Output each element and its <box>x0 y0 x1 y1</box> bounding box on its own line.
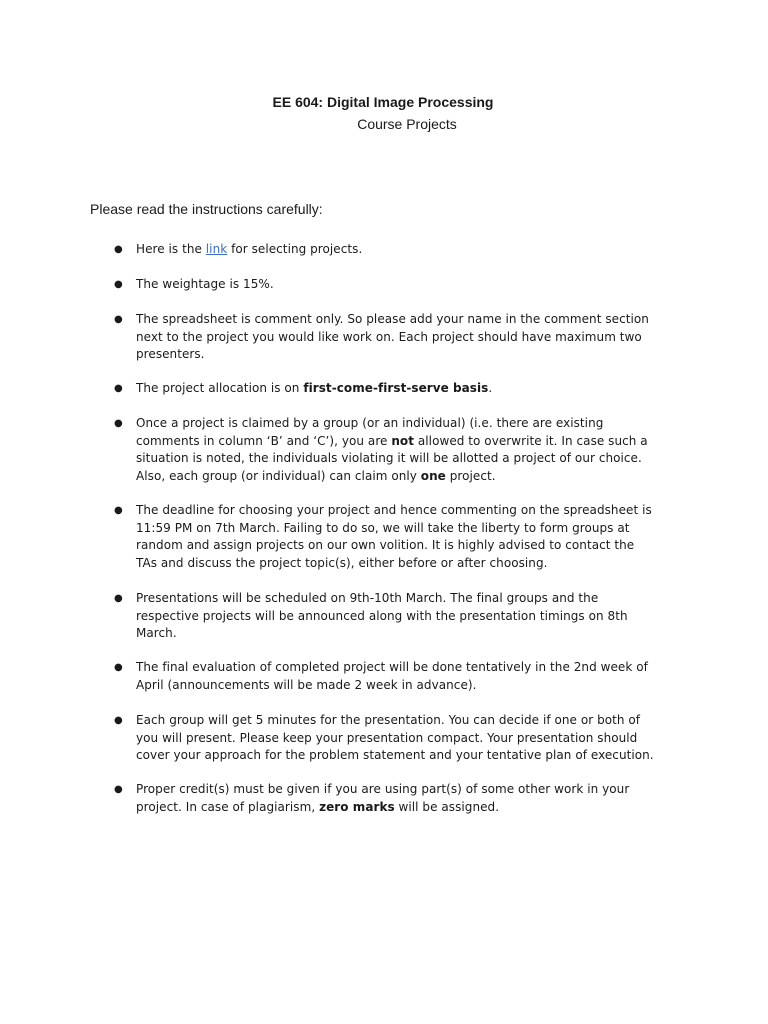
emphasis-text: first-come-first-serve basis <box>303 381 489 395</box>
instruction-text: will be assigned. <box>394 799 500 814</box>
instruction-item <box>114 659 684 694</box>
document-title: EE 604: Digital Image Processing <box>272 94 494 110</box>
instructions-intro: Please read the instructions carefully: <box>90 201 323 217</box>
instruction-line: cover your approach for the problem statement and your tentative plan of execution. <box>136 748 654 763</box>
instruction-text: project. In case of plagiarism, <box>136 799 320 814</box>
instruction-line <box>136 468 684 486</box>
instruction-line <box>136 799 684 817</box>
instruction-line: situation is noted, the individuals violating it will be allotted a project of our choice. <box>136 451 642 466</box>
instruction-line <box>136 380 684 398</box>
bullet-icon: ● <box>114 715 123 726</box>
instruction-line: The final evaluation of completed project will be done tentatively in the 2nd week of <box>136 660 648 674</box>
emphasis-text: zero marks <box>319 799 395 814</box>
instruction-line: Proper credit(s) must be given if you are using part(s) of some other work in your <box>136 782 630 796</box>
instruction-text: comments in column ‘B’ and ‘C’), you are <box>136 433 392 448</box>
instruction-item <box>114 311 684 364</box>
instruction-line: The weightage is 15%. <box>136 277 274 291</box>
bullet-icon: ● <box>114 418 123 429</box>
instruction-text: allowed to overwrite it. In case such a <box>414 433 648 448</box>
instruction-line: March. <box>136 626 177 641</box>
instruction-text: Here is the <box>136 242 206 256</box>
instruction-line: Each group will get 5 minutes for the presentation. You can decide if one or both of <box>136 713 641 727</box>
document-subtitle: Course Projects <box>357 116 457 132</box>
emphasis-text: one <box>420 468 446 483</box>
instruction-item <box>114 781 684 816</box>
instruction-text: The project allocation is on <box>136 381 304 395</box>
instruction-line: The deadline for choosing your project and hence commenting on the spreadsheet is <box>136 503 652 517</box>
bullet-icon: ● <box>114 244 123 255</box>
instruction-line: next to the project you would like work on. Each project should have maximum two <box>136 329 642 344</box>
instruction-text: for selecting projects. <box>227 242 363 256</box>
instruction-item <box>114 241 684 259</box>
instruction-item <box>114 502 684 572</box>
instruction-line: random and assign projects on our own volition. It is highly advised to contact the <box>136 538 635 553</box>
bullet-icon: ● <box>114 784 123 795</box>
project-link[interactable]: link <box>205 242 228 256</box>
instruction-item <box>114 415 684 485</box>
instruction-item <box>114 276 684 294</box>
instruction-text: project. <box>445 468 496 483</box>
bullet-icon: ● <box>114 279 123 290</box>
instruction-text: . <box>488 381 493 395</box>
bullet-icon: ● <box>114 505 123 516</box>
instruction-text: Also, each group (or individual) can claim only <box>136 468 421 483</box>
instruction-line: 11:59 PM on 7th March. Failing to do so, we will take the liberty to form groups at <box>136 520 630 535</box>
instruction-item <box>114 590 684 643</box>
bullet-icon: ● <box>114 593 123 604</box>
instruction-item <box>114 712 684 765</box>
instruction-line: you will present. Please keep your presentation compact. Your presentation should <box>136 730 638 745</box>
instruction-line: Once a project is claimed by a group (or an individual) (i.e. there are existing <box>136 416 604 430</box>
instruction-line <box>136 241 684 259</box>
instruction-line <box>136 433 684 451</box>
instruction-item <box>114 380 684 398</box>
bullet-icon: ● <box>114 314 123 325</box>
instruction-line: presenters. <box>136 347 205 362</box>
instruction-line: Presentations will be scheduled on 9th-10th March. The final groups and the <box>136 591 599 605</box>
instruction-line: respective projects will be announced along with the presentation timings on 8th <box>136 608 628 623</box>
instruction-line: TAs and discuss the project topic(s), either before or after choosing. <box>136 555 548 570</box>
emphasis-text: not <box>391 433 415 448</box>
instruction-line: April (announcements will be made 2 week in advance). <box>136 677 477 692</box>
bullet-icon: ● <box>114 383 123 394</box>
instruction-line: The spreadsheet is comment only. So please add your name in the comment section <box>136 312 649 326</box>
bullet-icon: ● <box>114 662 123 673</box>
